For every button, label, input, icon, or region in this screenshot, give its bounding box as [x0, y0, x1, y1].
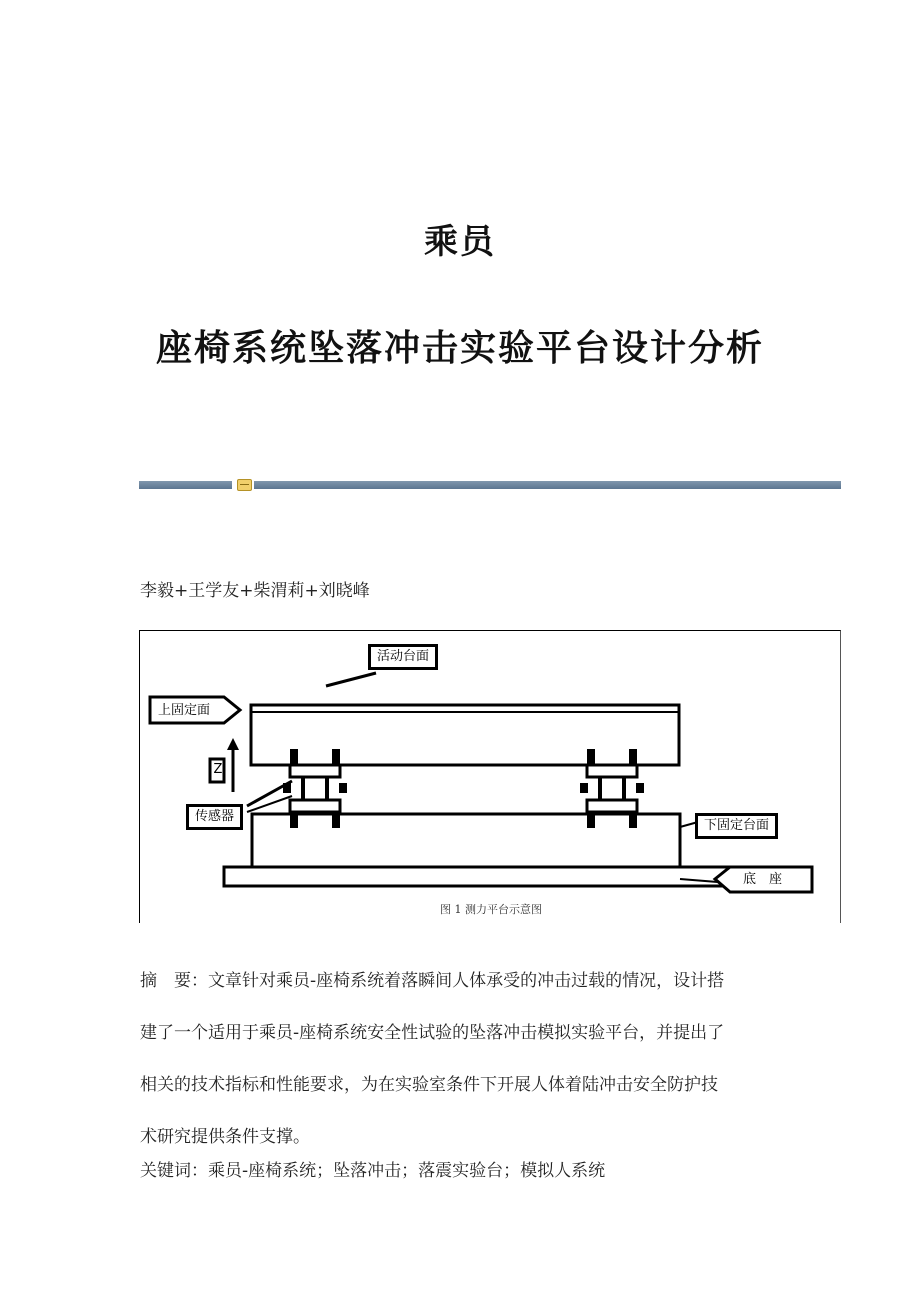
label-small-box: Z [213, 762, 223, 777]
base-plate [224, 867, 737, 886]
authors: 李毅+王学友+柴渭莉+刘晓峰 [140, 581, 370, 601]
label-lower-fixed: 下固定台面 [695, 813, 778, 839]
abstract-line: 摘 要：文章针对乘员-座椅系统着落瞬间人体承受的冲击过载的情况，设计搭 [140, 971, 725, 991]
label-base: 底 座 [743, 872, 783, 887]
leader-sensor [247, 781, 292, 806]
figure-caption: 图 1 测力平台示意图 [440, 903, 542, 916]
title-divider [139, 478, 841, 492]
vertical-arrow-head-icon [227, 738, 239, 750]
divider-badge-icon [237, 479, 252, 491]
label-active-platform: 活动台面 [368, 644, 438, 670]
lower-fixed-table [252, 814, 680, 867]
abstract-line: 术研究提供条件支撑。 [140, 1127, 310, 1147]
platform-diagram [140, 631, 842, 924]
figure-force-platform [139, 630, 841, 923]
leader-sensor-2 [247, 796, 292, 812]
label-sensor: 传感器 [186, 804, 243, 830]
divider-bar-left [139, 481, 232, 489]
title-line-2: 座椅系统坠落冲击实验平台设计分析 [155, 327, 764, 369]
upper-fixed-plate [251, 705, 679, 765]
divider-bar-right [254, 481, 841, 489]
abstract-line: 建了一个适用于乘员-座椅系统安全性试验的坠落冲击模拟实验平台，并提出了 [140, 1023, 725, 1043]
title-line-1: 乘员 [424, 222, 496, 262]
abstract-line: 相关的技术指标和性能要求，为在实验室条件下开展人体着陆冲击安全防护技 [140, 1075, 718, 1095]
keywords: 关键词：乘员-座椅系统；坠落冲击；落震实验台；模拟人系统 [140, 1161, 606, 1181]
label-upper-fixed: 上固定面 [158, 703, 211, 718]
abstract [140, 955, 780, 1163]
leader-active-platform [326, 673, 376, 686]
